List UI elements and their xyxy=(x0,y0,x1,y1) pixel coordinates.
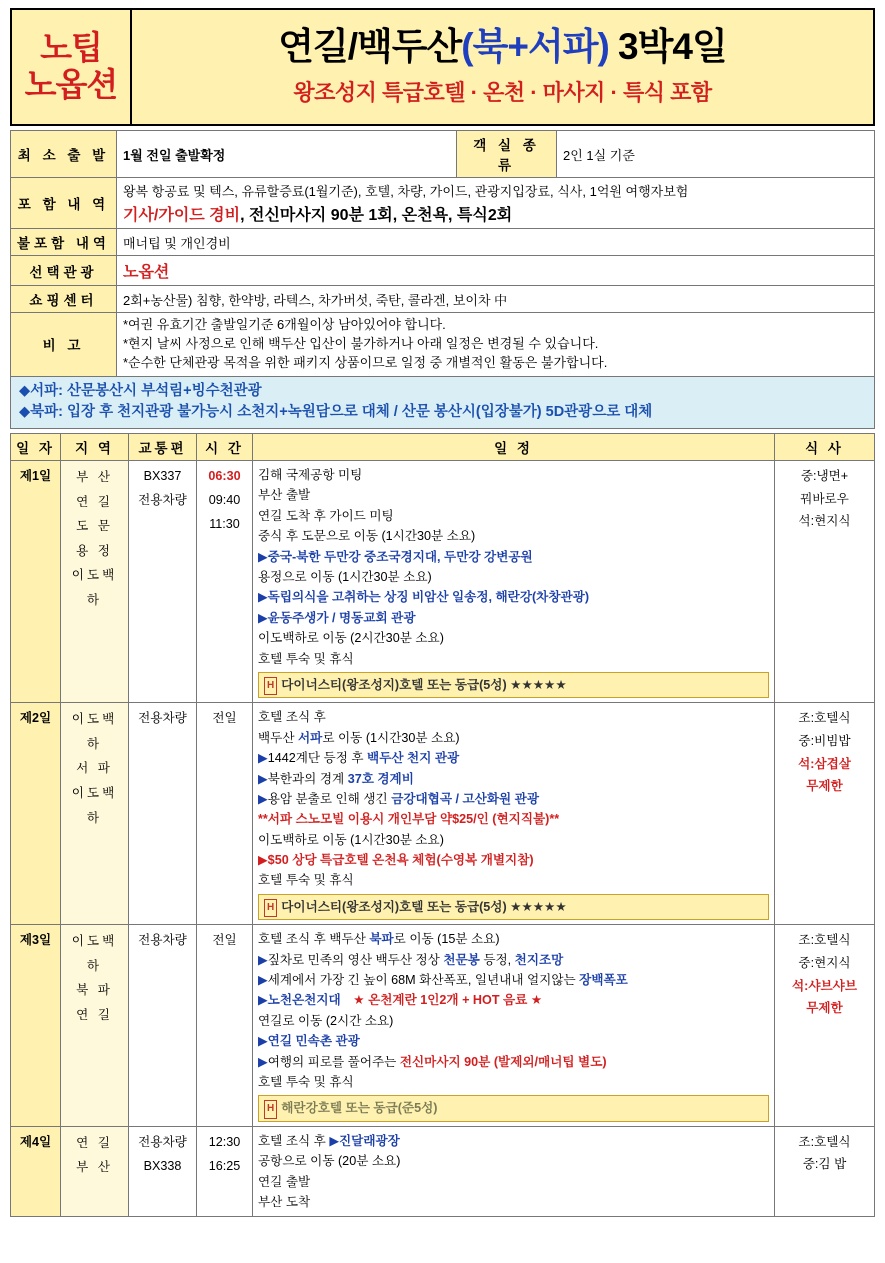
info-row-depart xyxy=(11,131,875,178)
itinerary-day-row xyxy=(11,925,875,1127)
area-item: 이도백하 xyxy=(71,712,118,751)
itinerary-table xyxy=(10,433,875,1217)
include-value xyxy=(117,178,875,229)
include-label: 포 함 내 역 xyxy=(11,178,117,229)
plan-line: 용정으로 이동 (1시간30분 소요) xyxy=(258,569,432,584)
area-item: 도 문 xyxy=(76,519,113,534)
plan-line: 중식 후 도문으로 이동 (1시간30분 소요) xyxy=(258,529,476,544)
area-item: 이도백하 xyxy=(71,568,118,607)
plan-line: 백두산 서파로 이동 (1시간30분 소요) xyxy=(258,730,460,745)
plan-line: ▶중국-북한 두만강 중조국경지대, 두만강 강변공원 xyxy=(258,549,533,564)
plan-line: ▶$50 상당 특급호텔 온천욕 체험(수영복 개별지참) xyxy=(258,853,534,868)
itinerary-day-row xyxy=(11,703,875,925)
meal-item: 무제한 xyxy=(806,779,843,794)
info-row-option xyxy=(11,256,875,286)
info-table xyxy=(10,130,875,377)
day-areas xyxy=(61,1126,129,1217)
plan-line: 연길 출발 xyxy=(258,1174,311,1189)
day-label: 제3일 xyxy=(11,925,61,1127)
day-times xyxy=(197,1126,253,1217)
time-item: 11:30 xyxy=(209,516,240,531)
hotel-icon: H xyxy=(264,677,277,695)
time-item: 09:40 xyxy=(208,492,241,507)
meal-item: 석:삼겹살 xyxy=(798,756,851,771)
remark-line-3: *순수한 단체관광 목적을 위한 패키지 상품이므로 일정 중 개별적인 활동은 불가합니다. xyxy=(123,354,608,370)
day-plan xyxy=(253,925,775,1127)
meal-item: 석:샤브샤브 xyxy=(791,978,858,993)
day-transport xyxy=(129,1126,197,1217)
plan-line: 부산 도착 xyxy=(258,1194,311,1209)
transport-item: 전용차량 xyxy=(138,933,187,948)
plan-line: **서파 스노모빌 이용시 개인부담 약$25/인 (현지직불)** xyxy=(258,812,560,827)
area-item: 서 파 xyxy=(76,761,113,776)
col-transport: 교통편 xyxy=(129,434,197,461)
day-areas xyxy=(61,925,129,1127)
col-day: 일 자 xyxy=(11,434,61,461)
plan-line: ▶세계에서 가장 긴 높이 68M 화산폭포, 일년내내 얼지않는 장백폭포 xyxy=(258,973,628,988)
room-type-label: 객 실 종 류 xyxy=(457,131,557,178)
meal-item: 중:현지식 xyxy=(798,955,851,970)
meal-item: 조:호텔식 xyxy=(798,1134,851,1149)
area-item: 북 파 xyxy=(76,983,113,998)
info-row-exclude xyxy=(11,229,875,256)
meal-item: 꿔바로우 xyxy=(800,491,849,506)
meal-item: 중:비빔밥 xyxy=(798,733,851,748)
area-item: 용 정 xyxy=(76,543,113,558)
time-item: 16:25 xyxy=(208,1158,241,1173)
day-transport xyxy=(129,703,197,925)
plan-line: 호텔 조식 후 ▶진달래광장 xyxy=(258,1133,400,1148)
col-plan: 일 정 xyxy=(253,434,775,461)
header-title-block xyxy=(132,10,873,124)
badge-line-1: 노팁 xyxy=(40,29,102,67)
hotel-info: H 해란강호텔 또는 동급(준5성) xyxy=(258,1095,769,1121)
plan-line: 이도백하로 이동 (2시간30분 소요) xyxy=(258,631,444,646)
page-header xyxy=(10,8,875,126)
exclude-value: 매너팁 및 개인경비 xyxy=(117,229,875,256)
transport-item: 전용차량 xyxy=(138,492,187,507)
area-item: 이도백하 xyxy=(71,785,118,825)
plan-line: 호텔 투숙 및 휴식 xyxy=(258,651,354,666)
itinerary-header-row xyxy=(11,434,875,461)
hotel-info: H 다이너스티(왕조성지)호텔 또는 동급(5성) ★★★★★ xyxy=(258,672,769,698)
plan-line: 호텔 조식 후 xyxy=(258,710,326,725)
col-time: 시 간 xyxy=(197,434,253,461)
meal-item: 석:현지식 xyxy=(798,514,851,529)
shopping-value: 2회+농산물) 침향, 한약방, 라텍스, 차가버섯, 죽탄, 콜라겐, 보이차 中 xyxy=(117,286,875,313)
meal-item: 중:김 밥 xyxy=(802,1157,847,1172)
transport-item: 전용차량 xyxy=(138,711,187,726)
info-row-shopping xyxy=(11,286,875,313)
day-times xyxy=(197,925,253,1127)
title-part-c: 3박4일 xyxy=(608,26,727,68)
option-label: 선택관광 xyxy=(11,256,117,286)
time-item: 전일 xyxy=(212,711,237,726)
no-tip-badge xyxy=(12,10,132,124)
area-item: 이도백하 xyxy=(71,934,118,973)
remark-label: 비 고 xyxy=(11,313,117,377)
plan-line: 이도백하로 이동 (1시간30분 소요) xyxy=(258,832,444,847)
plan-line: ▶1442계단 등정 후 백두산 천지 관광 xyxy=(258,751,460,766)
day-meals xyxy=(775,925,875,1127)
day-meals xyxy=(775,703,875,925)
plan-line: 연길 도착 후 가이드 미팅 xyxy=(258,508,394,523)
page-subtitle: 왕조성지 특급호텔 · 온천 · 마사지 · 특식 포함 xyxy=(293,79,712,105)
plan-line: 연길로 이동 (2시간 소요) xyxy=(258,1013,394,1028)
area-item: 연 길 xyxy=(76,1135,113,1150)
notice-bukpa: ◆북파: 입장 후 천지관광 불가능시 소천지+녹원담으로 대체 / 산문 봉산시(입장불가) 5D관광으로 대체 xyxy=(19,404,653,421)
col-area: 지 역 xyxy=(61,434,129,461)
day-plan xyxy=(253,1126,775,1217)
include-line-1: 왕복 항공료 및 텍스, 유류할증료(1월기준), 호텔, 차량, 가이드, 관광지입장료, 식사, 1억원 여행자보험 xyxy=(123,184,689,199)
plan-line: ▶독립의식을 고취하는 상징 비암산 일송정, 해란강(차창관광) xyxy=(258,590,590,605)
min-depart-label: 최 소 출 발 xyxy=(11,131,117,178)
meal-item: 무제한 xyxy=(806,1001,843,1016)
itinerary-day-row xyxy=(11,1126,875,1217)
area-item: 부 산 xyxy=(76,470,113,485)
day-plan xyxy=(253,703,775,925)
area-item: 연 길 xyxy=(76,494,113,509)
col-meal: 식 사 xyxy=(775,434,875,461)
room-type-value: 2인 1실 기준 xyxy=(557,131,875,178)
info-row-remark xyxy=(11,313,875,377)
day-times xyxy=(197,703,253,925)
transport-item: BX337 xyxy=(143,469,182,484)
plan-line: ▶북한과의 경계 37호 경계비 xyxy=(258,771,414,786)
min-depart-value: 1월 전일 출발확정 xyxy=(117,131,457,178)
time-item: 12:30 xyxy=(208,1134,241,1149)
day-meals xyxy=(775,1126,875,1217)
day-transport xyxy=(129,461,197,703)
plan-line: 김해 국제공항 미팅 xyxy=(258,468,363,483)
page-title xyxy=(278,27,726,68)
plan-line: 호텔 투숙 및 휴식 xyxy=(258,1074,354,1089)
title-part-a: 연길/백두산 xyxy=(278,26,462,68)
plan-line: ▶윤동주생가 / 명동교회 관광 xyxy=(258,610,416,625)
day-times xyxy=(197,461,253,703)
notice-seopa: ◆서파: 산문봉산시 부석림+빙수천관광 xyxy=(19,382,262,399)
plan-line: 호텔 조식 후 백두산 북파로 이동 (15분 소요) xyxy=(258,932,500,947)
plan-line: 부산 출발 xyxy=(258,488,311,503)
plan-line: 호텔 투숙 및 휴식 xyxy=(258,873,354,888)
hotel-info: H 다이너스티(왕조성지)호텔 또는 동급(5성) ★★★★★ xyxy=(258,894,769,920)
meal-item: 조:호텔식 xyxy=(798,933,851,948)
notice-band xyxy=(10,377,875,430)
remark-value xyxy=(117,313,875,377)
day-label: 제2일 xyxy=(11,703,61,925)
option-value: 노옵션 xyxy=(117,256,875,286)
include-line-2: 기사/가이드 경비, 전신마사지 90분 1회, 온천욕, 특식2회 xyxy=(123,207,513,224)
plan-line: ▶용암 분출로 인해 생긴 금강대협곡 / 고산화원 관광 xyxy=(258,791,540,806)
transport-item: 전용차량 xyxy=(138,1134,187,1149)
day-label: 제1일 xyxy=(11,461,61,703)
hotel-icon: H xyxy=(264,1100,277,1118)
itinerary-day-row xyxy=(11,461,875,703)
plan-line: ▶노천온천지대 ★ 온천계란 1인2개 + HOT 음료 ★ xyxy=(258,993,543,1008)
time-item: 06:30 xyxy=(208,469,241,484)
plan-line: ▶여행의 피로를 풀어주는 전신마사지 90분 (발제외/매너팁 별도) xyxy=(258,1054,607,1069)
plan-line: ▶짚차로 민족의 영산 백두산 정상 천문봉 등정, 천지조망 xyxy=(258,952,564,967)
remark-line-2: *현지 날씨 사정으로 인해 백두산 입산이 불가하거나 아래 일정은 변경될 수 있습니다. xyxy=(123,335,599,351)
area-item: 부 산 xyxy=(76,1160,113,1175)
info-row-include xyxy=(11,178,875,229)
meal-item: 조:호텔식 xyxy=(798,711,851,726)
hotel-icon: H xyxy=(264,899,277,917)
day-areas xyxy=(61,461,129,703)
badge-line-2: 노옵션 xyxy=(24,66,118,103)
time-item: 전일 xyxy=(212,933,237,948)
day-transport xyxy=(129,925,197,1127)
exclude-label: 불포함 내역 xyxy=(11,229,117,256)
day-meals xyxy=(775,461,875,703)
area-item: 연 길 xyxy=(76,1007,113,1022)
plan-line: ▶연길 민속촌 관광 xyxy=(258,1034,360,1049)
plan-line: 공항으로 이동 (20분 소요) xyxy=(258,1154,401,1169)
day-areas xyxy=(61,703,129,925)
title-part-b: (북+서파) xyxy=(461,26,609,68)
shopping-label: 쇼핑센터 xyxy=(11,286,117,313)
remark-line-1: *여권 유효기간 출발일기준 6개월이상 남아있어야 합니다. xyxy=(123,317,446,332)
day-plan xyxy=(253,461,775,703)
day-label: 제4일 xyxy=(11,1126,61,1217)
meal-item: 중:냉면+ xyxy=(800,469,849,484)
transport-item: BX338 xyxy=(143,1158,182,1173)
